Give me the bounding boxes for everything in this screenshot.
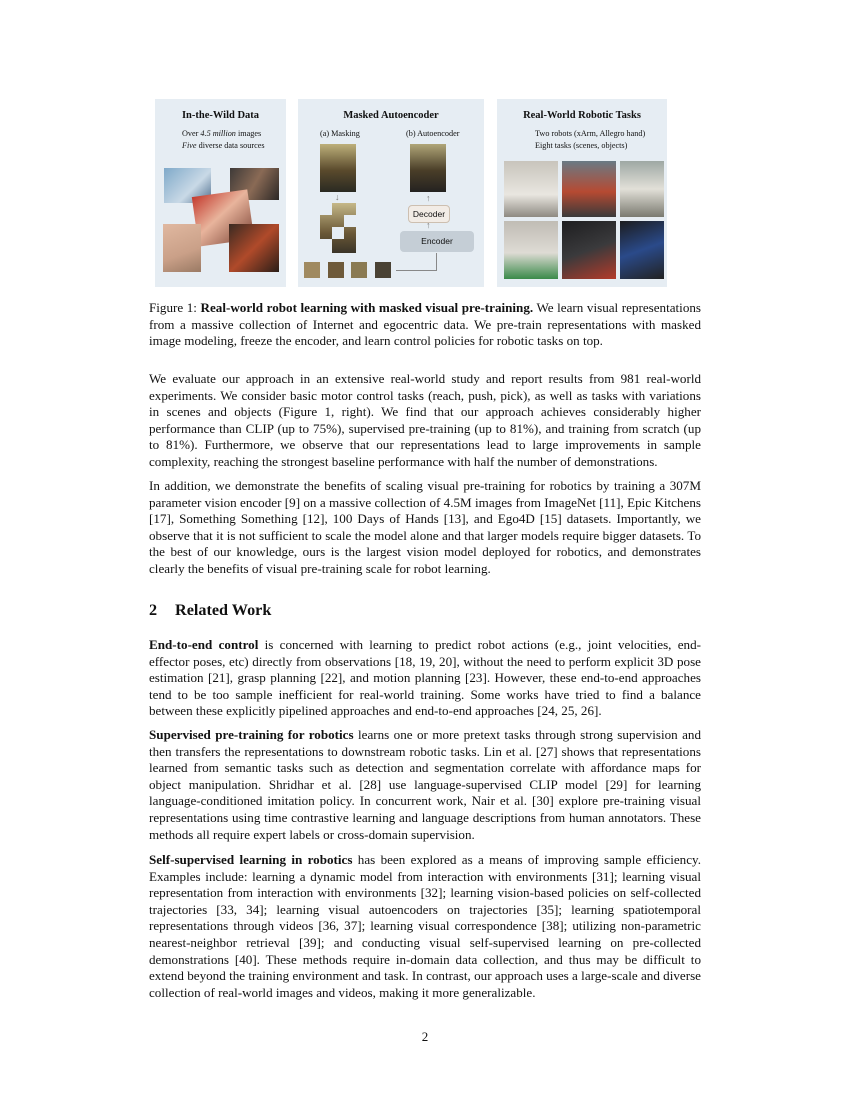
panel-in-the-wild-data xyxy=(155,99,286,287)
paragraph-text: learns one or more pretext tasks through strong supervision and then transfers the representations to downstream robotic tasks. Lin et al. [27] shows that representations learned from semantic tasks such as detection and segmentation correlate with affordance maps for object manipulation. Shridhar et al. [28] use language-supervised CLIP model [29] for learning language-conditioned imitation policy. In concurrent work, Nair et al. [30] explore pre-training visual representations using time contrastive learning and language descriptions from human annotators. These methods all require expert labels or cross-domain supervision. xyxy=(149,727,701,842)
robot-photo xyxy=(562,221,616,279)
panel-title: In-the-Wild Data xyxy=(181,110,260,121)
robot-photo xyxy=(504,221,558,279)
caption-prefix: Figure 1: xyxy=(149,300,201,315)
panel-title: Masked Autoencoder xyxy=(343,110,439,121)
paragraph-lead: End-to-end control xyxy=(149,637,259,652)
decoder-box: Decoder xyxy=(408,205,450,223)
section-heading xyxy=(149,601,271,620)
masking-label: (a) Masking xyxy=(320,129,360,138)
panel-line: Over 4.5 million images xyxy=(182,129,262,138)
panel-masked-autoencoder xyxy=(298,99,484,287)
arrow-up-icon: ↑ xyxy=(426,193,431,203)
masked-image xyxy=(320,203,356,253)
patch xyxy=(304,262,320,278)
patch xyxy=(375,262,391,278)
reconstructed-image xyxy=(410,144,446,192)
panel-line: Two robots (xArm, Allegro hand) xyxy=(535,129,646,138)
paragraph-self-supervised xyxy=(149,852,701,1001)
arrow-up-icon: ↑ xyxy=(426,220,431,230)
panel-line: Five diverse data sources xyxy=(182,141,265,150)
robot-photo xyxy=(562,161,616,217)
figure-1 xyxy=(155,99,667,287)
paragraph: We evaluate our approach in an extensive real-world study and report results from 981 real-world experiments. We consider basic motor control tasks (reach, push, pick), as well as tasks with variations in scenes and objects (Figure 1, right). We find that our approach achieves considerably higher performance than CLIP (up to 75%), supervised pre-training (up to 81%), and training from scratch (up to 81%). Furthermore, we observe that our representations lead to large improvements in sample complexity, reaching the strongest baseline performance with half the number of demonstrations. xyxy=(149,371,701,469)
encoder-box: Encoder xyxy=(400,231,474,252)
patch xyxy=(328,262,344,278)
panel-robotic-tasks xyxy=(497,99,667,287)
input-image xyxy=(320,144,356,192)
food-photo xyxy=(229,224,279,272)
autoencoder-label: (b) Autoencoder xyxy=(406,129,460,138)
page-number: 2 xyxy=(421,1029,429,1044)
connector-line xyxy=(396,270,436,271)
caption-bold: Real-world robot learning with masked visual pre-training. xyxy=(200,300,534,315)
robot-photo xyxy=(620,221,664,279)
paragraph-end-to-end xyxy=(149,637,701,720)
section-title: Related Work xyxy=(175,601,272,619)
section-number: 2 xyxy=(149,601,158,619)
robot-photo xyxy=(620,161,664,217)
paragraph-supervised xyxy=(149,727,701,843)
panel-title: Real-World Robotic Tasks xyxy=(523,110,641,121)
arrow-down-icon: ↓ xyxy=(335,192,340,202)
paragraph-text: has been explored as a means of improving sample efficiency. Examples include: learning a dynamic model from interaction with environments [31]; learning visual representation from interaction with environments [32]; learning vision-based policies on self-collected trajectories [33, 34]; learning visual autoencoders on trajectories [35]; learning spatiotemporal representations through videos [36, 37]; learning visual correspondence [38]; utilizing non-parametric nearest-neighbor retrieval [39]; and conducting visual self-supervised learning on pre-collected demonstrations [40]. These methods require in-domain data collection, and thus may be difficult to extend beyond the training environment and task. In contrast, our approach uses a large-scale and diverse collection of real-world images and videos, making it more generalizable. xyxy=(149,852,701,1000)
panel-line: Eight tasks (scenes, objects) xyxy=(535,141,628,150)
paragraph-text: is concerned with learning to predict robot actions (e.g., joint velocities, end-effector poses, etc) directly from observations [18, 19, 20], without the need to perform explicit 3D pose estimation [21], grasp planning [22], and motion planning [23]. However, these end-to-end approaches tend to be too sample inefficient for real-world training. Some works have tried to find a balance between these explicitly pipelined approaches and end-to-end approaches [24, 25, 26]. xyxy=(149,637,702,719)
connector-line xyxy=(436,253,437,271)
robot-photo xyxy=(504,161,558,217)
paragraph-lead: Supervised pre-training for robotics xyxy=(149,727,354,742)
patch xyxy=(351,262,367,278)
paragraph-lead: Self-supervised learning in robotics xyxy=(149,852,353,867)
skin-photo xyxy=(163,224,201,272)
figure-caption xyxy=(149,300,701,350)
caption-text: We learn visual representations from a massive collection of Internet and egocentric data. We pre-train representations with masked image modeling, freeze the encoder, and learn control policies for robotic tasks on top. xyxy=(149,300,702,349)
paragraph: In addition, we demonstrate the benefits of scaling visual pre-training for robotics by training a 307M parameter vision encoder [9] on a massive collection of 4.5M images from ImageNet [11], Epic Kitchens [17], Something Something [12], 100 Days of Hands [13], and Ego4D [15] datasets. Importantly, we observe that it is not sufficient to scale the model alone and that larger models require bigger datasets. To the best of our knowledge, ours is the largest vision model deployed for robotics, and demonstrates clearly the benefits of visual pre-training scale for robot learning. xyxy=(149,478,701,576)
